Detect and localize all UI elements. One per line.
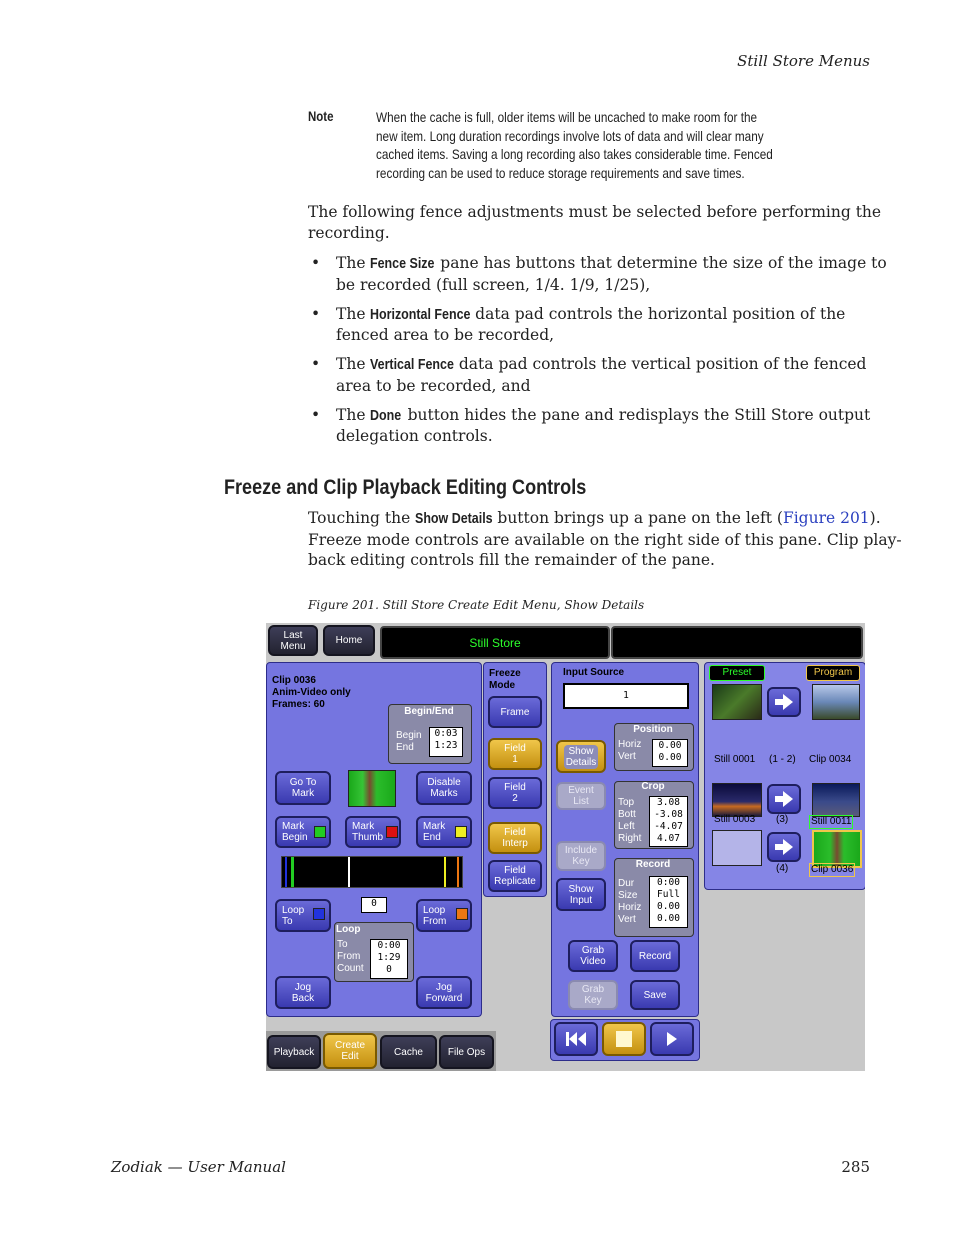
field-1-button[interactable]: Field 1: [488, 738, 542, 770]
paragraph-text: button brings up a pane on the left (: [492, 509, 783, 527]
still-store-screenshot: [266, 623, 865, 1071]
bullet-item: [308, 354, 878, 405]
go-to-mark-button[interactable]: Go To Mark: [275, 771, 331, 805]
loop-from-marker: [457, 857, 459, 887]
field-interp-button[interactable]: Field Interp: [488, 822, 542, 854]
grab-key-button[interactable]: Grab Key: [568, 980, 618, 1010]
clip-0034-label: Clip 0034: [809, 754, 852, 765]
record-values[interactable]: 0:00 Full 0.00 0.00: [649, 876, 688, 928]
play-icon: [665, 1031, 679, 1047]
tab-playback[interactable]: Playback: [267, 1035, 321, 1069]
paragraph-term: Show Details: [415, 511, 493, 527]
bullet-item: [308, 253, 887, 304]
field-2-button[interactable]: Field 2: [488, 777, 542, 809]
still-0011-label: Still 0011: [811, 816, 852, 827]
arrow-right-icon: [775, 791, 793, 807]
begin-end-labels: Begin End: [396, 730, 422, 753]
still-0003-label: Still 0003: [714, 814, 756, 825]
jog-back-button[interactable]: Jog Back: [275, 976, 331, 1009]
include-key-button[interactable]: Include Key: [556, 841, 606, 871]
bullet-dot: •: [311, 355, 321, 373]
bullet-text: data pad controls the vertical position of the fenced: [453, 355, 867, 373]
begin-end-values[interactable]: 0:03 1:23: [429, 727, 463, 757]
clip-thumbnail: [348, 770, 396, 807]
bullet-text: The: [336, 254, 371, 272]
jog-forward-button[interactable]: Jog Forward: [416, 976, 472, 1009]
crop-values[interactable]: 3.08 -3.08 -4.07 4.07: [649, 796, 688, 847]
frame-button[interactable]: Frame: [488, 696, 542, 728]
note-line: cached items. Saving a long recording also takes considerable time. Fenced: [376, 146, 773, 162]
record-title: Record: [635, 859, 671, 870]
bullet-term: Vertical Fence: [370, 357, 455, 373]
bullet-text: The: [336, 405, 371, 424]
record-button[interactable]: Record: [630, 940, 680, 972]
mark-begin-label: Mark Begin: [282, 821, 308, 843]
begin-color-swatch: [314, 826, 326, 838]
bullet-item: [308, 405, 878, 456]
take-arrow-button-3[interactable]: [767, 832, 801, 862]
bullet-text: area to be recorded, and: [336, 376, 531, 395]
end-color-swatch: [455, 826, 467, 838]
intro-line: The following fence adjustments must be selected before performing the: [308, 203, 882, 221]
loop-count-input[interactable]: 0: [361, 897, 387, 913]
play-button[interactable]: [650, 1022, 694, 1056]
row2-range: (3): [776, 814, 789, 825]
stop-button[interactable]: [602, 1022, 646, 1056]
loop-labels: To From Count: [337, 939, 364, 974]
loop-from-label: Loop From: [423, 904, 447, 927]
input-source-value[interactable]: 1: [563, 683, 689, 709]
bullet-list: [308, 253, 887, 455]
bullet-text: data pad controls the horizontal position of the: [470, 304, 846, 323]
bullet-text: The: [336, 355, 371, 373]
figure-caption: Figure 201. Still Store Create Edit Menu, Show Details: [308, 598, 645, 612]
empty-slot[interactable]: [712, 830, 762, 866]
status-display: [611, 626, 863, 659]
loop-to-swatch: [313, 908, 325, 920]
bullet-term: Done: [370, 407, 402, 424]
bullet-text: fenced area to be recorded,: [336, 326, 555, 344]
preset-label: Preset: [709, 665, 765, 681]
position-title: Position: [633, 724, 673, 735]
clip-timeline[interactable]: [281, 856, 463, 888]
intro-paragraph: [308, 202, 882, 243]
mark-end-label: Mark End: [423, 821, 446, 843]
clip-0036-label: Clip 0036: [811, 864, 854, 875]
section-heading: Freeze and Clip Playback Editing Controls: [224, 476, 587, 499]
note-label: Note: [308, 108, 334, 124]
figure-link[interactable]: Figure 201: [782, 509, 870, 527]
freeze-mode-title: Freeze Mode: [489, 668, 521, 691]
program-label: Program: [806, 665, 860, 681]
still-0011-thumbnail[interactable]: [812, 783, 860, 817]
note-text: [376, 108, 896, 182]
show-details-button[interactable]: [556, 740, 606, 773]
input-source-title: Input Source: [563, 667, 625, 678]
bullet-term: Horizontal Fence: [370, 306, 471, 323]
paragraph-text: Touching the: [308, 509, 416, 527]
paragraph-text: back editing controls fill the remainder of the pane.: [308, 551, 715, 569]
record-labels: Dur Size Horiz Vert: [618, 878, 642, 925]
loop-to-label: Loop To: [282, 904, 305, 927]
bullet-text: delegation controls.: [336, 427, 493, 445]
still-0003-thumbnail[interactable]: [712, 783, 762, 817]
bullet-term: Fence Size: [370, 256, 435, 272]
bullet-dot: •: [311, 254, 321, 272]
menu-title: Still Store: [380, 626, 610, 659]
loop-title: Loop: [336, 924, 361, 935]
paragraph-text: ).: [869, 509, 881, 527]
show-input-button[interactable]: Show Input: [556, 878, 606, 911]
bullet-dot: •: [311, 405, 321, 424]
show-details-label: Show Details: [565, 745, 597, 768]
still-0001-label: Still 0001: [714, 754, 756, 765]
clip-0034-thumbnail[interactable]: [812, 684, 860, 720]
loop-to-marker: [285, 857, 287, 887]
position-values[interactable]: 0.00 0.00: [652, 739, 688, 767]
begin-marker: [291, 857, 294, 887]
mark-thumb-label: Mark Thumb: [352, 821, 384, 843]
end-marker: [444, 857, 446, 887]
note-line: When the cache is full, older items will be uncached to make room for the: [376, 109, 758, 125]
arrow-right-icon: [775, 839, 793, 855]
tab-create-edit[interactable]: Create Edit: [323, 1033, 377, 1069]
take-arrow-button[interactable]: [767, 687, 801, 717]
rewind-button[interactable]: [554, 1022, 598, 1056]
disable-marks-button[interactable]: Disable Marks: [416, 771, 472, 805]
footer-title: Zodiak — User Manual: [111, 1158, 286, 1176]
page-number: 285: [841, 1158, 870, 1176]
note-line: recording can be used to reduce storage requirements and save times.: [376, 164, 745, 181]
bullet-text: be recorded (full screen, 1/4. 1/9, 1/25),: [336, 275, 651, 294]
row3-range: (4): [776, 863, 789, 874]
crop-title: Crop: [641, 781, 665, 792]
field-replicate-button[interactable]: Field Replicate: [488, 860, 542, 892]
bullet-dot: •: [311, 304, 321, 323]
clip-info: Clip 0036 Anim-Video only Frames: 60: [272, 675, 351, 710]
position-labels: Horiz Vert: [618, 739, 642, 762]
last-menu-button[interactable]: Last Menu: [268, 625, 318, 656]
bullet-text: The: [336, 304, 371, 323]
thumb-marker: [348, 857, 350, 887]
arrow-right-icon: [775, 694, 793, 710]
loop-from-swatch: [456, 908, 468, 920]
grab-video-button[interactable]: Grab Video: [568, 940, 618, 972]
note-line: new item. Long duration recordings involve lots of data and will clear many: [376, 127, 764, 144]
loop-values[interactable]: 0:00 1:29 0: [370, 939, 408, 979]
intro-line: recording.: [308, 223, 390, 242]
bullet-item: [308, 304, 878, 355]
save-button[interactable]: Save: [630, 980, 680, 1010]
stop-icon: [616, 1031, 632, 1047]
thumb-color-swatch: [386, 826, 398, 838]
section-paragraph: [308, 508, 902, 571]
skip-back-icon: [565, 1031, 587, 1047]
tab-file-ops[interactable]: File Ops: [439, 1035, 494, 1069]
row1-range: (1 - 2): [769, 754, 796, 765]
home-button[interactable]: Home: [323, 625, 375, 656]
running-head: Still Store Menus: [737, 52, 870, 70]
bullet-text: pane has buttons that determine the size of the image to: [435, 254, 887, 272]
bullet-text: button hides the pane and redisplays the Still Store output: [402, 405, 871, 424]
tab-cache[interactable]: Cache: [380, 1035, 437, 1069]
paragraph-text: Freeze mode controls are available on the right side of this pane. Clip play-: [308, 530, 902, 549]
begin-end-title: Begin/End: [404, 706, 454, 717]
crop-labels: Top Bott Left Right: [618, 797, 642, 844]
event-list-button[interactable]: Event List: [556, 782, 606, 810]
still-0001-thumbnail[interactable]: [712, 684, 762, 720]
take-arrow-button-2[interactable]: [767, 784, 801, 814]
